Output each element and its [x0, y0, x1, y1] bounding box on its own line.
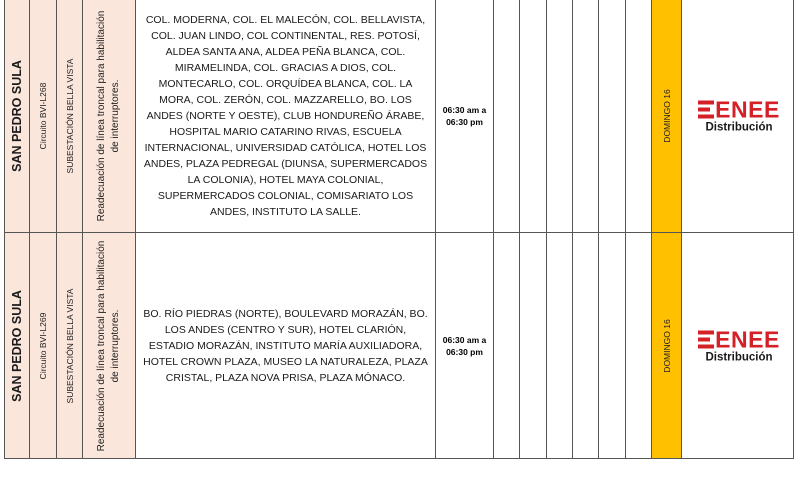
empty-cell	[598, 233, 625, 458]
city-cell	[4, 0, 29, 232]
date-label: DOMINGO 16	[661, 89, 672, 143]
logo-cell	[681, 0, 794, 232]
time-end: 06:30 pm	[446, 346, 483, 357]
time-start: 06:30 am a	[442, 105, 487, 115]
enee-logo	[686, 96, 792, 134]
enee-logo	[686, 328, 792, 363]
logo-subtitle: Distribución	[705, 121, 773, 134]
empty-cell	[519, 233, 546, 458]
circuit-cell	[29, 0, 56, 232]
places-cell	[135, 0, 435, 232]
city-label: SAN PEDRO SULA	[10, 289, 24, 402]
date-cell	[651, 0, 681, 232]
affected-places: BO. RÍO PIEDRAS (NORTE), BOULEVARD MORAZÁN, BO. LOS ANDES (CENTRO Y SUR), HOTEL CLARIÓN, ESTADIO MORAZÁN, INSTITUTO MARÍA AUXILIADORA, HOTEL CROWN PLAZA, MUSEO LA NATURALEZA, PLAZA CRISTAL, PLAZA NOVA PRISA, PLAZA MÓNACO.	[143, 307, 428, 384]
substation-cell	[56, 233, 82, 458]
substation-cell	[56, 0, 82, 232]
work-description: Readecuación de línea troncal para habilitación de interruptores.	[96, 10, 121, 222]
enee-mark-icon	[698, 100, 714, 120]
circuit-label: Circuito BVI-L269	[38, 312, 48, 379]
description-cell	[82, 0, 135, 232]
empty-cell	[572, 233, 598, 458]
work-description: Readecuación de línea troncal para habilitación de interruptores.	[96, 240, 121, 451]
logo-word: ENEE	[715, 96, 780, 123]
empty-cell	[546, 233, 572, 458]
places-cell	[135, 233, 435, 458]
affected-places: COL. MODERNA, COL. EL MALECÓN, COL. BELLAVISTA, COL. JUAN LINDO, COL CONTINENTAL, RES. POTOSÍ, ALDEA SANTA ANA, ALDEA PEÑA BLANCA, COL. MIRAMELINDA, COL. GRACIAS A DIOS, COL. MONTECARLO, COL. ORQUÍDEA BLANCA, COL. LA MORA, COL. ZERÓN, COL. MAZZARELLO, BO. LOS ANDES (NORTE Y OESTE), CLUB HONDUREÑO ÁRABE, HOSPITAL MARIO CATARINO RIVAS, ESCUELA INTERNACIONAL, UNIVERSIDAD CATÓLICA, HOTEL LOS ANDES, PLAZA PEDREGAL (DIUNSA, SUPERMERCADOS LA COLONIA), HOTEL MAYA COLONIAL, SUPERMERCADOS COLONIAL, COMISARIATO LOS ANDES, INSTITUTO LA SALLE.	[143, 14, 428, 218]
empty-cell	[519, 0, 546, 232]
substation-label: SUBESTACIÓN BELLA VISTA	[64, 58, 75, 174]
enee-mark-icon	[698, 329, 714, 349]
logo-word: ENEE	[715, 326, 780, 352]
time-cell	[435, 233, 493, 458]
circuit-label: Circuito BVI-L268	[38, 82, 48, 150]
table-row	[4, 233, 794, 459]
date-cell	[651, 233, 681, 458]
empty-cell	[625, 233, 651, 458]
city-label: SAN PEDRO SULA	[10, 60, 24, 172]
empty-cell	[493, 0, 519, 232]
table-row	[4, 0, 794, 233]
empty-cell	[493, 233, 519, 458]
empty-cell	[546, 0, 572, 232]
time-start: 06:30 am a	[442, 334, 487, 345]
logo-subtitle: Distribución	[705, 351, 773, 363]
date-label: DOMINGO 16	[661, 318, 672, 373]
time-cell	[435, 0, 493, 232]
empty-cell	[572, 0, 598, 232]
empty-cell	[598, 0, 625, 232]
description-cell	[82, 233, 135, 458]
empty-cell	[625, 0, 651, 232]
time-end: 06:30 pm	[446, 117, 483, 127]
logo-cell	[681, 233, 794, 458]
table-right-border	[793, 0, 794, 458]
city-cell	[4, 233, 29, 458]
circuit-cell	[29, 233, 56, 458]
substation-label: SUBESTACIÓN BELLA VISTA	[64, 288, 75, 403]
